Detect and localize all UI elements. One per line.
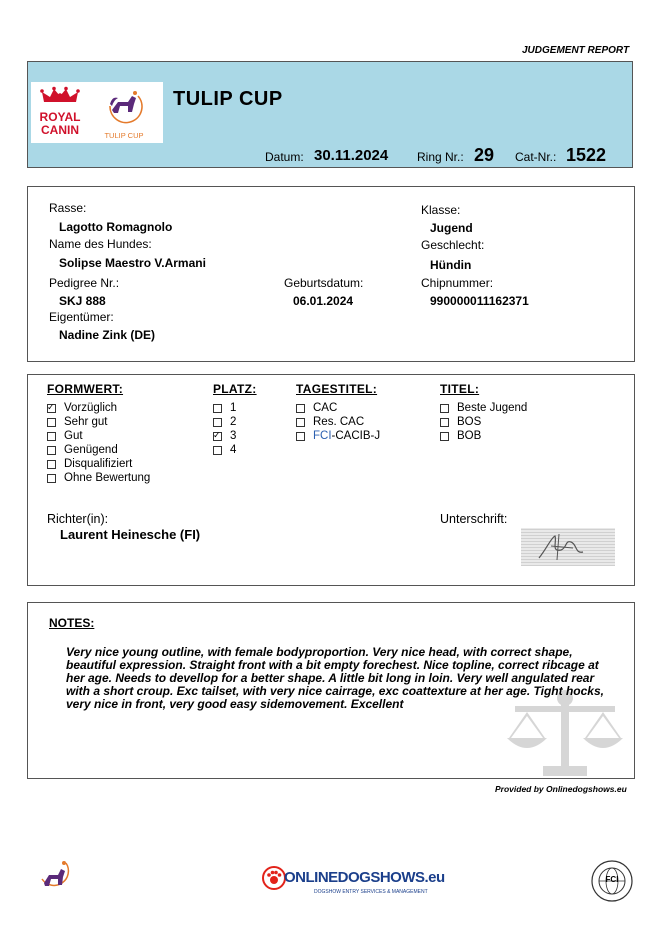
royal-canin-word-1: ROYAL — [39, 110, 81, 124]
sex-label: Geschlecht: — [421, 238, 485, 252]
signature-image — [521, 528, 615, 566]
checkbox[interactable] — [213, 432, 222, 441]
formwert-option[interactable]: Ohne Bewertung — [47, 471, 150, 485]
titel-option[interactable]: BOS — [440, 415, 527, 429]
notes-text: Very nice young outline, with female bodyproportion. Very nice head, with correct shape, beautiful expression. Straight front with a bit empty forechest. Nice topline, correct ribcage at her age. Needs to devellop for a better shape. A little bit long in loin. Very well angulated rear with a short croup. Exc tailset, with very nice cairrage, exc coattexture at her age. Tight hocks, very nice in front, very good easy sidemovement. Excellent — [66, 645, 604, 711]
tulip-dog-icon — [98, 86, 150, 124]
checkbox[interactable] — [440, 418, 449, 427]
tulip-dog-small-icon — [36, 857, 76, 897]
date-value: 30.11.2024 — [314, 147, 389, 164]
platz-option[interactable]: 1 — [213, 401, 236, 415]
ring-value: 29 — [474, 145, 495, 165]
platz-option[interactable]: ✓ 3 — [213, 429, 236, 443]
checkbox[interactable] — [47, 474, 56, 483]
date-label: Datum: — [265, 150, 304, 164]
checkbox[interactable] — [296, 432, 305, 441]
breed-value: Lagotto Romagnolo — [59, 220, 173, 234]
provided-by: Provided by Onlinedogshows.eu — [495, 784, 627, 794]
notes-heading: NOTES: — [49, 616, 95, 630]
formwert-option[interactable]: ✓ Vorzüglich — [47, 401, 150, 415]
tagestitel-heading: TAGESTITEL: — [296, 382, 378, 396]
signature-label: Unterschrift: — [440, 512, 508, 526]
checkbox[interactable] — [440, 404, 449, 413]
checkbox[interactable] — [213, 446, 222, 455]
report-type: JUDGEMENT REPORT — [522, 45, 630, 56]
class-label: Klasse: — [421, 203, 461, 217]
titel-options — [440, 401, 527, 443]
cat-value: 1522 — [566, 145, 607, 165]
checkbox[interactable] — [440, 432, 449, 441]
dog-name-value: Solipse Maestro V.Armani — [59, 256, 206, 270]
platz-option[interactable]: 4 — [213, 443, 236, 457]
tulip-cup-logo — [98, 86, 150, 140]
dog-name-label: Name des Hundes: — [49, 237, 152, 251]
birth-date-value: 06.01.2024 — [293, 294, 354, 308]
titel-option[interactable]: Beste Jugend — [440, 401, 527, 415]
checkbox[interactable] — [213, 418, 222, 427]
formwert-heading: FORMWERT: — [47, 382, 124, 396]
platz-heading: PLATZ: — [213, 382, 257, 396]
cat-label: Cat-Nr.: — [515, 150, 557, 164]
judge-label: Richter(in): — [47, 512, 109, 526]
onlinedogshows-wordmark: ONLINEDOGSHOWS.eu — [284, 869, 445, 886]
royal-canin-word-2: CANIN — [41, 123, 79, 137]
breed-label: Rasse: — [49, 201, 87, 215]
checkbox[interactable] — [296, 418, 305, 427]
platz-option[interactable]: 2 — [213, 415, 236, 429]
checkbox[interactable] — [47, 460, 56, 469]
checkbox[interactable] — [213, 404, 222, 413]
checkbox[interactable] — [47, 432, 56, 441]
checkbox[interactable] — [47, 404, 56, 413]
chip-value: 990000011162371 — [430, 294, 529, 308]
formwert-option[interactable]: Genügend — [47, 443, 150, 457]
fci-logo — [590, 859, 634, 903]
pedigree-label: Pedigree Nr.: — [49, 276, 120, 290]
fci-logo-text: FCI — [605, 875, 619, 884]
platz-options — [213, 401, 236, 457]
tagestitel-option[interactable]: CAC — [296, 401, 380, 415]
ring-label: Ring Nr.: — [417, 150, 464, 164]
titel-heading: TITEL: — [440, 382, 480, 396]
sex-value: Hündin — [430, 258, 472, 272]
tagestitel-options — [296, 401, 380, 443]
titel-option[interactable]: BOB — [440, 429, 527, 443]
formwert-options — [47, 401, 150, 485]
owner-label: Eigentümer: — [49, 310, 114, 324]
formwert-option[interactable]: Gut — [47, 429, 150, 443]
event-title: TULIP CUP — [173, 88, 283, 110]
checkbox[interactable] — [47, 418, 56, 427]
tagestitel-option[interactable]: FCI -CACIB-J — [296, 429, 380, 443]
formwert-option[interactable]: Disqualifiziert — [47, 457, 150, 471]
chip-label: Chipnummer: — [421, 276, 494, 290]
owner-value: Nadine Zink (DE) — [59, 328, 156, 342]
onlinedogshows-tagline: DOGSHOW ENTRY SERVICES & MANAGEMENT — [314, 889, 428, 895]
pedigree-value: SKJ 888 — [59, 294, 106, 308]
royal-canin-logo — [36, 86, 84, 140]
onlinedogshows-logo — [262, 866, 445, 904]
tagestitel-option[interactable]: Res. CAC — [296, 415, 380, 429]
crown-icon — [36, 86, 84, 106]
birth-date-label: Geburtsdatum: — [284, 276, 364, 290]
checkbox[interactable] — [47, 446, 56, 455]
judge-value: Laurent Heinesche (FI) — [60, 527, 201, 542]
class-value: Jugend — [430, 221, 473, 235]
checkbox[interactable] — [296, 404, 305, 413]
paw-icon — [262, 866, 286, 890]
formwert-option[interactable]: Sehr gut — [47, 415, 150, 429]
tulip-cup-logo-text: TULIP CUP — [104, 131, 144, 140]
